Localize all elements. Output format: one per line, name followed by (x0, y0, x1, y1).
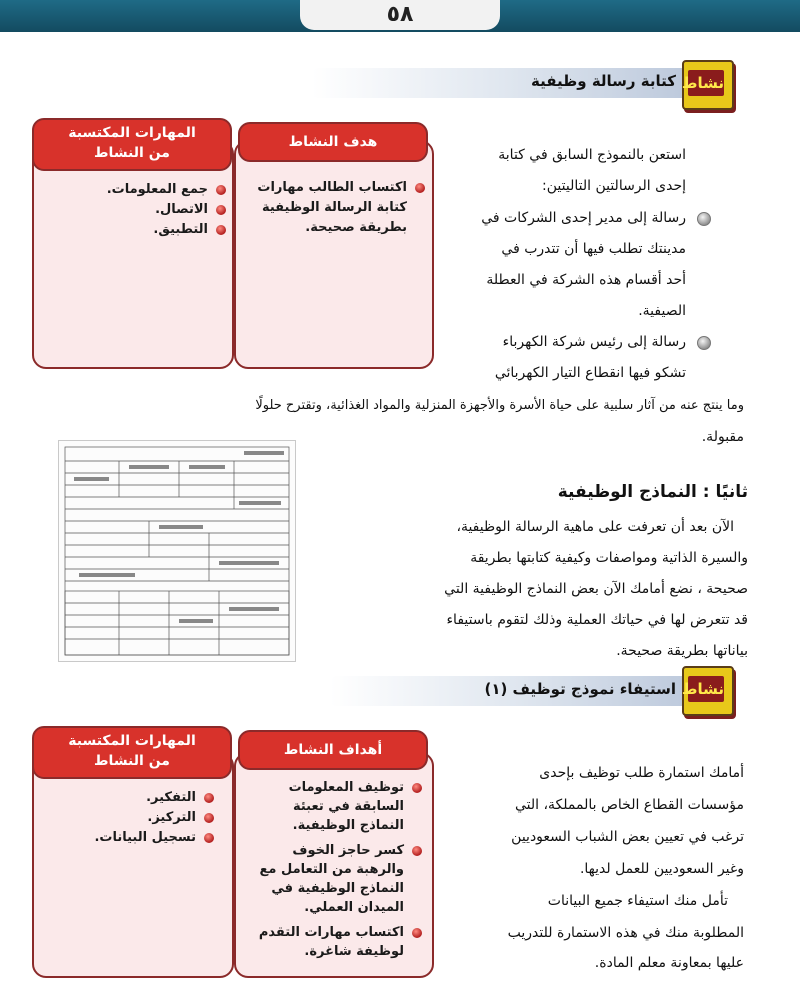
skill-item: التفكير. (44, 788, 214, 808)
activity-1-line-4: مدينتك تطلب فيها أن تتدرب في (501, 241, 686, 257)
activity-1-line-2: إحدى الرسالتين التاليتين: (542, 178, 686, 194)
activity-2-line-1: أمامك استمارة طلب توظيف بإحدى (539, 765, 744, 781)
activity-badge-label: نشاط (688, 70, 724, 96)
goal-item: اكتساب الطالب مهارات كتابة الرسالة الوظيفية بطريقة صحيحة. (245, 178, 425, 238)
activity-1-line-6: الصيفية. (638, 303, 686, 319)
bullet-icon (216, 205, 226, 215)
activity-1-skills-list (46, 180, 226, 240)
bullet-icon (415, 183, 425, 193)
activity-2-line-2: مؤسسات القطاع الخاص بالمملكة، التي (515, 797, 744, 813)
section-2-title: ثانيًا : النماذج الوظيفية (557, 482, 748, 502)
activity-1-skills-box (32, 140, 234, 369)
skills-header-line-2: من النشاط (94, 145, 170, 161)
bullet-icon (412, 846, 422, 856)
activity-1-title: كتابة رسالة وظيفية (531, 72, 676, 90)
activity-1-line-3: رسالة إلى مدير إحدى الشركات في (481, 210, 686, 226)
activity-1-line-7: رسالة إلى رئيس شركة الكهرباء (502, 334, 686, 350)
skills-header-line-1: المهارات المكتسبة (68, 125, 196, 141)
form-sketch-icon (59, 441, 295, 661)
bullet-icon (204, 833, 214, 843)
bullet-icon (412, 783, 422, 793)
page-number-tab (300, 0, 500, 30)
circle-bullet-icon (697, 212, 711, 226)
activity-2-skills-box (32, 752, 234, 978)
employment-form-thumbnail (58, 440, 296, 662)
goal-item: توظيف المعلومات السابقة في تعبئة النماذج الوظيفية. (246, 778, 422, 835)
skill-item: التطبيق. (46, 220, 226, 240)
activity-2-line-5: تأمل منك استيفاء جميع البيانات (547, 893, 728, 909)
activity-2-line-6: المطلوبة منك في هذه الاستمارة للتدريب (507, 925, 744, 941)
section-2-line-2: والسيرة الذاتية ومواصفات وكيفية كتابتها بطريقة (470, 550, 748, 566)
activity-2-title: استيفاء نموذج توظيف (١) (484, 680, 676, 698)
circle-bullet-icon (697, 336, 711, 350)
activity-1-line-1: استعن بالنموذج السابق في كتابة (498, 147, 686, 163)
activity-1-goal-list (245, 178, 425, 238)
activity-badge-label: نشاط (688, 676, 724, 702)
activity-1-skills-header (32, 118, 232, 171)
activity-1-goal-box (234, 140, 434, 369)
activity-1-line-9: وما ينتج عنه من آثار سلبية على حياة الأسرة والأجهزة المنزلية والمواد الغذائية، وتقترح حلولًا (255, 398, 744, 413)
activity-2-skills-header (32, 726, 232, 779)
activity-1-goal-header (238, 122, 428, 162)
activity-1-line-5: أحد أقسام هذه الشركة في العطلة (486, 272, 686, 288)
goal-item: اكتساب مهارات التقدم لوظيفة شاغرة. (246, 923, 422, 961)
activity-2-goal-list (246, 778, 422, 961)
activity-2-badge (682, 666, 734, 716)
bullet-icon (204, 793, 214, 803)
goal-header-label: هدف النشاط (288, 134, 378, 150)
section-2-line-1: الآن بعد أن تعرفت على ماهية الرسالة الوظيفية، (456, 519, 734, 535)
activity-2-line-4: وغير السعوديين للعمل لديها. (579, 861, 744, 877)
skill-item: التركيز. (44, 808, 214, 828)
skill-item: جمع المعلومات. (46, 180, 226, 200)
section-2-line-4: قد تتعرض لها في حياتك العملية وذلك لتقوم باستيفاء (446, 612, 748, 628)
bullet-icon (216, 185, 226, 195)
goal-header-label: أهداف النشاط (283, 742, 383, 758)
activity-2-skills-list (44, 788, 214, 848)
bullet-icon (412, 928, 422, 938)
skills-header-line-2: من النشاط (94, 753, 170, 769)
page-number: ٥٨ (386, 2, 414, 27)
skills-header-line-1: المهارات المكتسبة (68, 733, 196, 749)
activity-2-line-3: ترغب في تعيين بعض الشباب السعوديين (511, 829, 744, 845)
bullet-icon (216, 225, 226, 235)
activity-1-line-8: تشكو فيها انقطاع التيار الكهربائي (494, 365, 686, 381)
bullet-icon (204, 813, 214, 823)
activity-2-line-7: عليها بمعاونة معلم المادة. (594, 955, 744, 971)
activity-2-goal-header (238, 730, 428, 770)
skill-item: الاتصال. (46, 200, 226, 220)
goal-item: كسر حاجز الخوف والرهبة من التعامل مع النماذج الوظيفية في الميدان العملي. (246, 841, 422, 917)
skill-item: تسجيل البيانات. (44, 828, 214, 848)
activity-1-badge (682, 60, 734, 110)
section-2-line-3: صحيحة ، نضع أمامك الآن بعض النماذج الوظيفية التي (444, 581, 748, 597)
section-2-line-5: بياناتها بطريقة صحيحة. (616, 643, 748, 659)
activity-1-line-10: مقبولة. (701, 429, 744, 445)
